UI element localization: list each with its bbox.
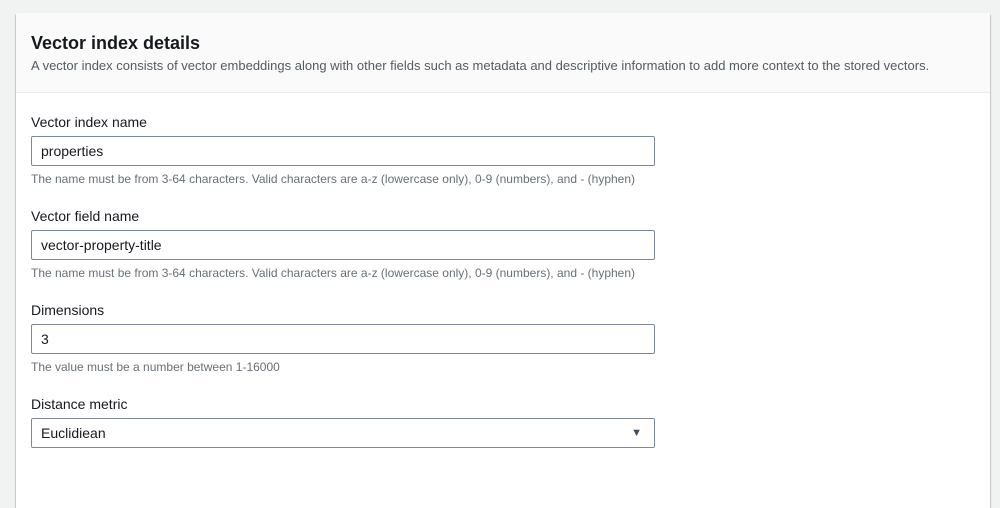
vector-field-name-label: Vector field name	[31, 208, 140, 224]
vector-field-name-constraint: The name must be from 3-64 characters. Valid characters are a-z (lowercase only), 0-9 (numbers), and - (hyphen)	[31, 266, 636, 280]
distance-metric-field	[31, 395, 975, 448]
dropdown-caret-icon: ▼	[631, 426, 642, 439]
vector-index-name-constraint: The name must be from 3-64 characters. Valid characters are a-z (lowercase only), 0-9 (numbers), and - (hyphen)	[31, 172, 636, 186]
dimensions-constraint: The value must be a number between 1-16000	[31, 360, 280, 374]
dimensions-input[interactable]	[31, 324, 655, 354]
vector-field-name-field	[31, 207, 975, 281]
dimensions-field	[31, 301, 975, 375]
distance-metric-label: Distance metric	[31, 396, 128, 412]
panel-description: A vector index consists of vector embeddings along with other fields such as metadata and descriptive information to add more context to the stored vectors.	[31, 58, 930, 73]
vector-field-name-input[interactable]	[31, 230, 655, 260]
dimensions-label: Dimensions	[31, 302, 105, 318]
distance-metric-selected-value: Euclidiean	[41, 425, 106, 441]
distance-metric-select[interactable]	[31, 418, 655, 448]
panel-header	[16, 13, 990, 93]
vector-index-name-input[interactable]	[31, 136, 655, 166]
vector-index-name-field	[31, 113, 975, 187]
vector-index-name-label: Vector index name	[31, 114, 147, 130]
panel-title: Vector index details	[31, 33, 201, 53]
vector-index-details-panel	[16, 13, 990, 508]
panel-body	[16, 93, 990, 468]
